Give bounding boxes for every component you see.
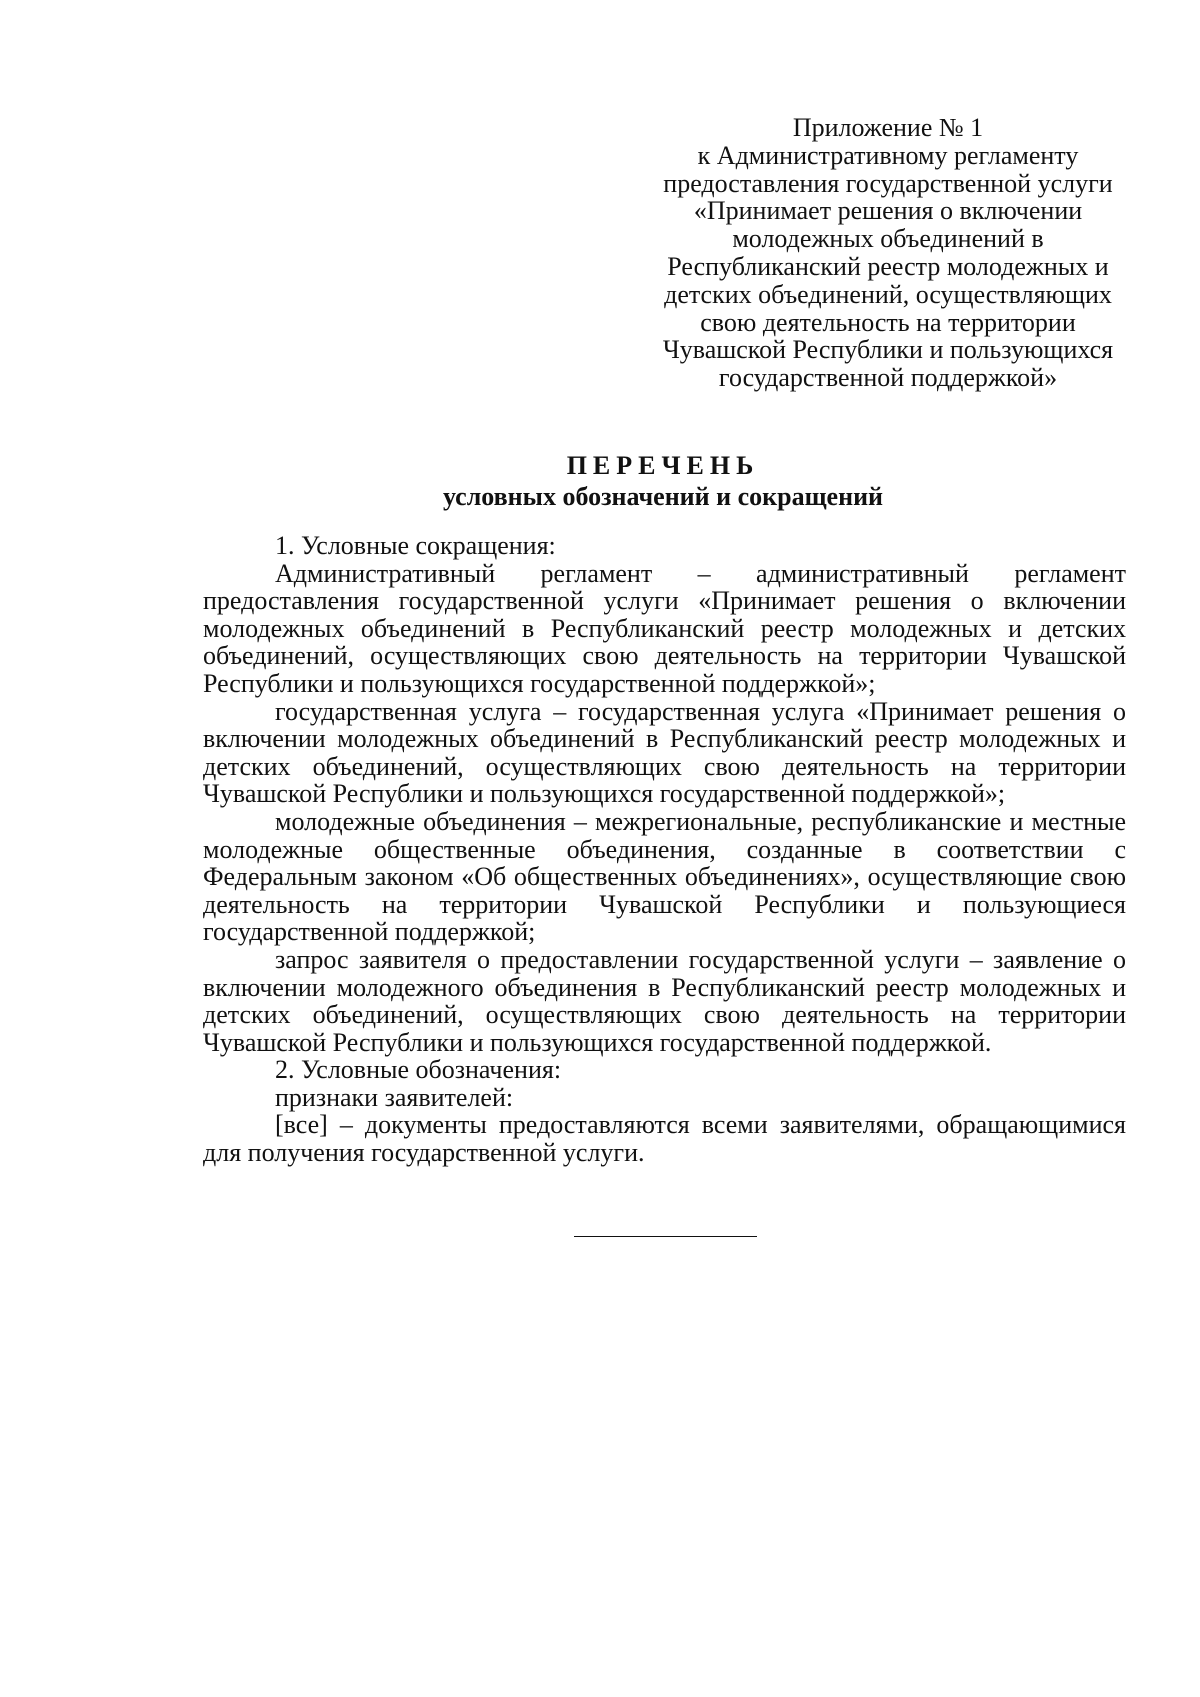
appendix-line: молодежных объединений в <box>732 224 1044 254</box>
definition-paragraph: признаки заявителей: <box>275 1082 514 1112</box>
appendix-reference-block <box>650 114 1126 392</box>
document-body <box>203 532 1126 1167</box>
definition-paragraph: молодежные объединения – межрегиональные, республиканские и местные молодежные общественные объединения, созданные в соответствии с Федеральным законом «Об общественных объединениях», осуществляющие свою деятельность на территории Чувашской Республики и пользующиеся государственной поддержкой; <box>203 806 1126 947</box>
definition-paragraph: государственная услуга – государственная услуга «Принимает решения о включении молодежных объединений в Республиканский реестр молодежных и детских объединений, осуществляющих свою деятельность на территории Чувашской Республики и пользующихся государственной поддержкой»; <box>203 696 1126 809</box>
document-title: ПЕРЕЧЕНЬ <box>566 451 760 480</box>
appendix-line: предоставления государственной услуги <box>663 168 1113 198</box>
document-subtitle: условных обозначений и сокращений <box>442 482 884 511</box>
section-heading-symbols: 2. Условные обозначения: <box>275 1055 562 1085</box>
appendix-line: Приложение № 1 <box>792 113 984 142</box>
appendix-line: Чувашской Республики и пользующихся <box>662 335 1114 365</box>
appendix-line: свою деятельность на территории <box>700 307 1076 337</box>
end-divider-line <box>574 1236 757 1237</box>
definition-paragraph: Административный регламент – административный регламент предоставления государственной услуги «Принимает решения о включении молодежных объединений в Республиканский реестр молодежных и детских объединений, осуществляющих свою деятельность на территории Чувашской Республики и пользующихся государственной поддержкой»; <box>203 558 1126 698</box>
appendix-line: «Принимает решения о включении <box>693 196 1083 226</box>
appendix-line: Республиканский реестр молодежных и <box>667 251 1109 281</box>
definition-paragraph: [все] – документы предоставляются всеми заявителями, обращающимися для получения государственной услуги. <box>203 1110 1126 1168</box>
section-heading-abbreviations: 1. Условные сокращения: <box>275 531 556 560</box>
definition-paragraph: запрос заявителя о предоставлении государственной услуги – заявление о включении молодежного объединения в Республиканский реестр молодежных и детских объединений, осуществляющих свою деятельность на территории Чувашской Республики и пользующихся государственной поддержкой. <box>203 944 1126 1057</box>
document-heading <box>200 450 1126 512</box>
appendix-line: к Административному регламенту <box>697 140 1079 170</box>
appendix-line: детских объединений, осуществляющих <box>664 279 1112 309</box>
appendix-line: государственной поддержкой» <box>718 363 1058 393</box>
